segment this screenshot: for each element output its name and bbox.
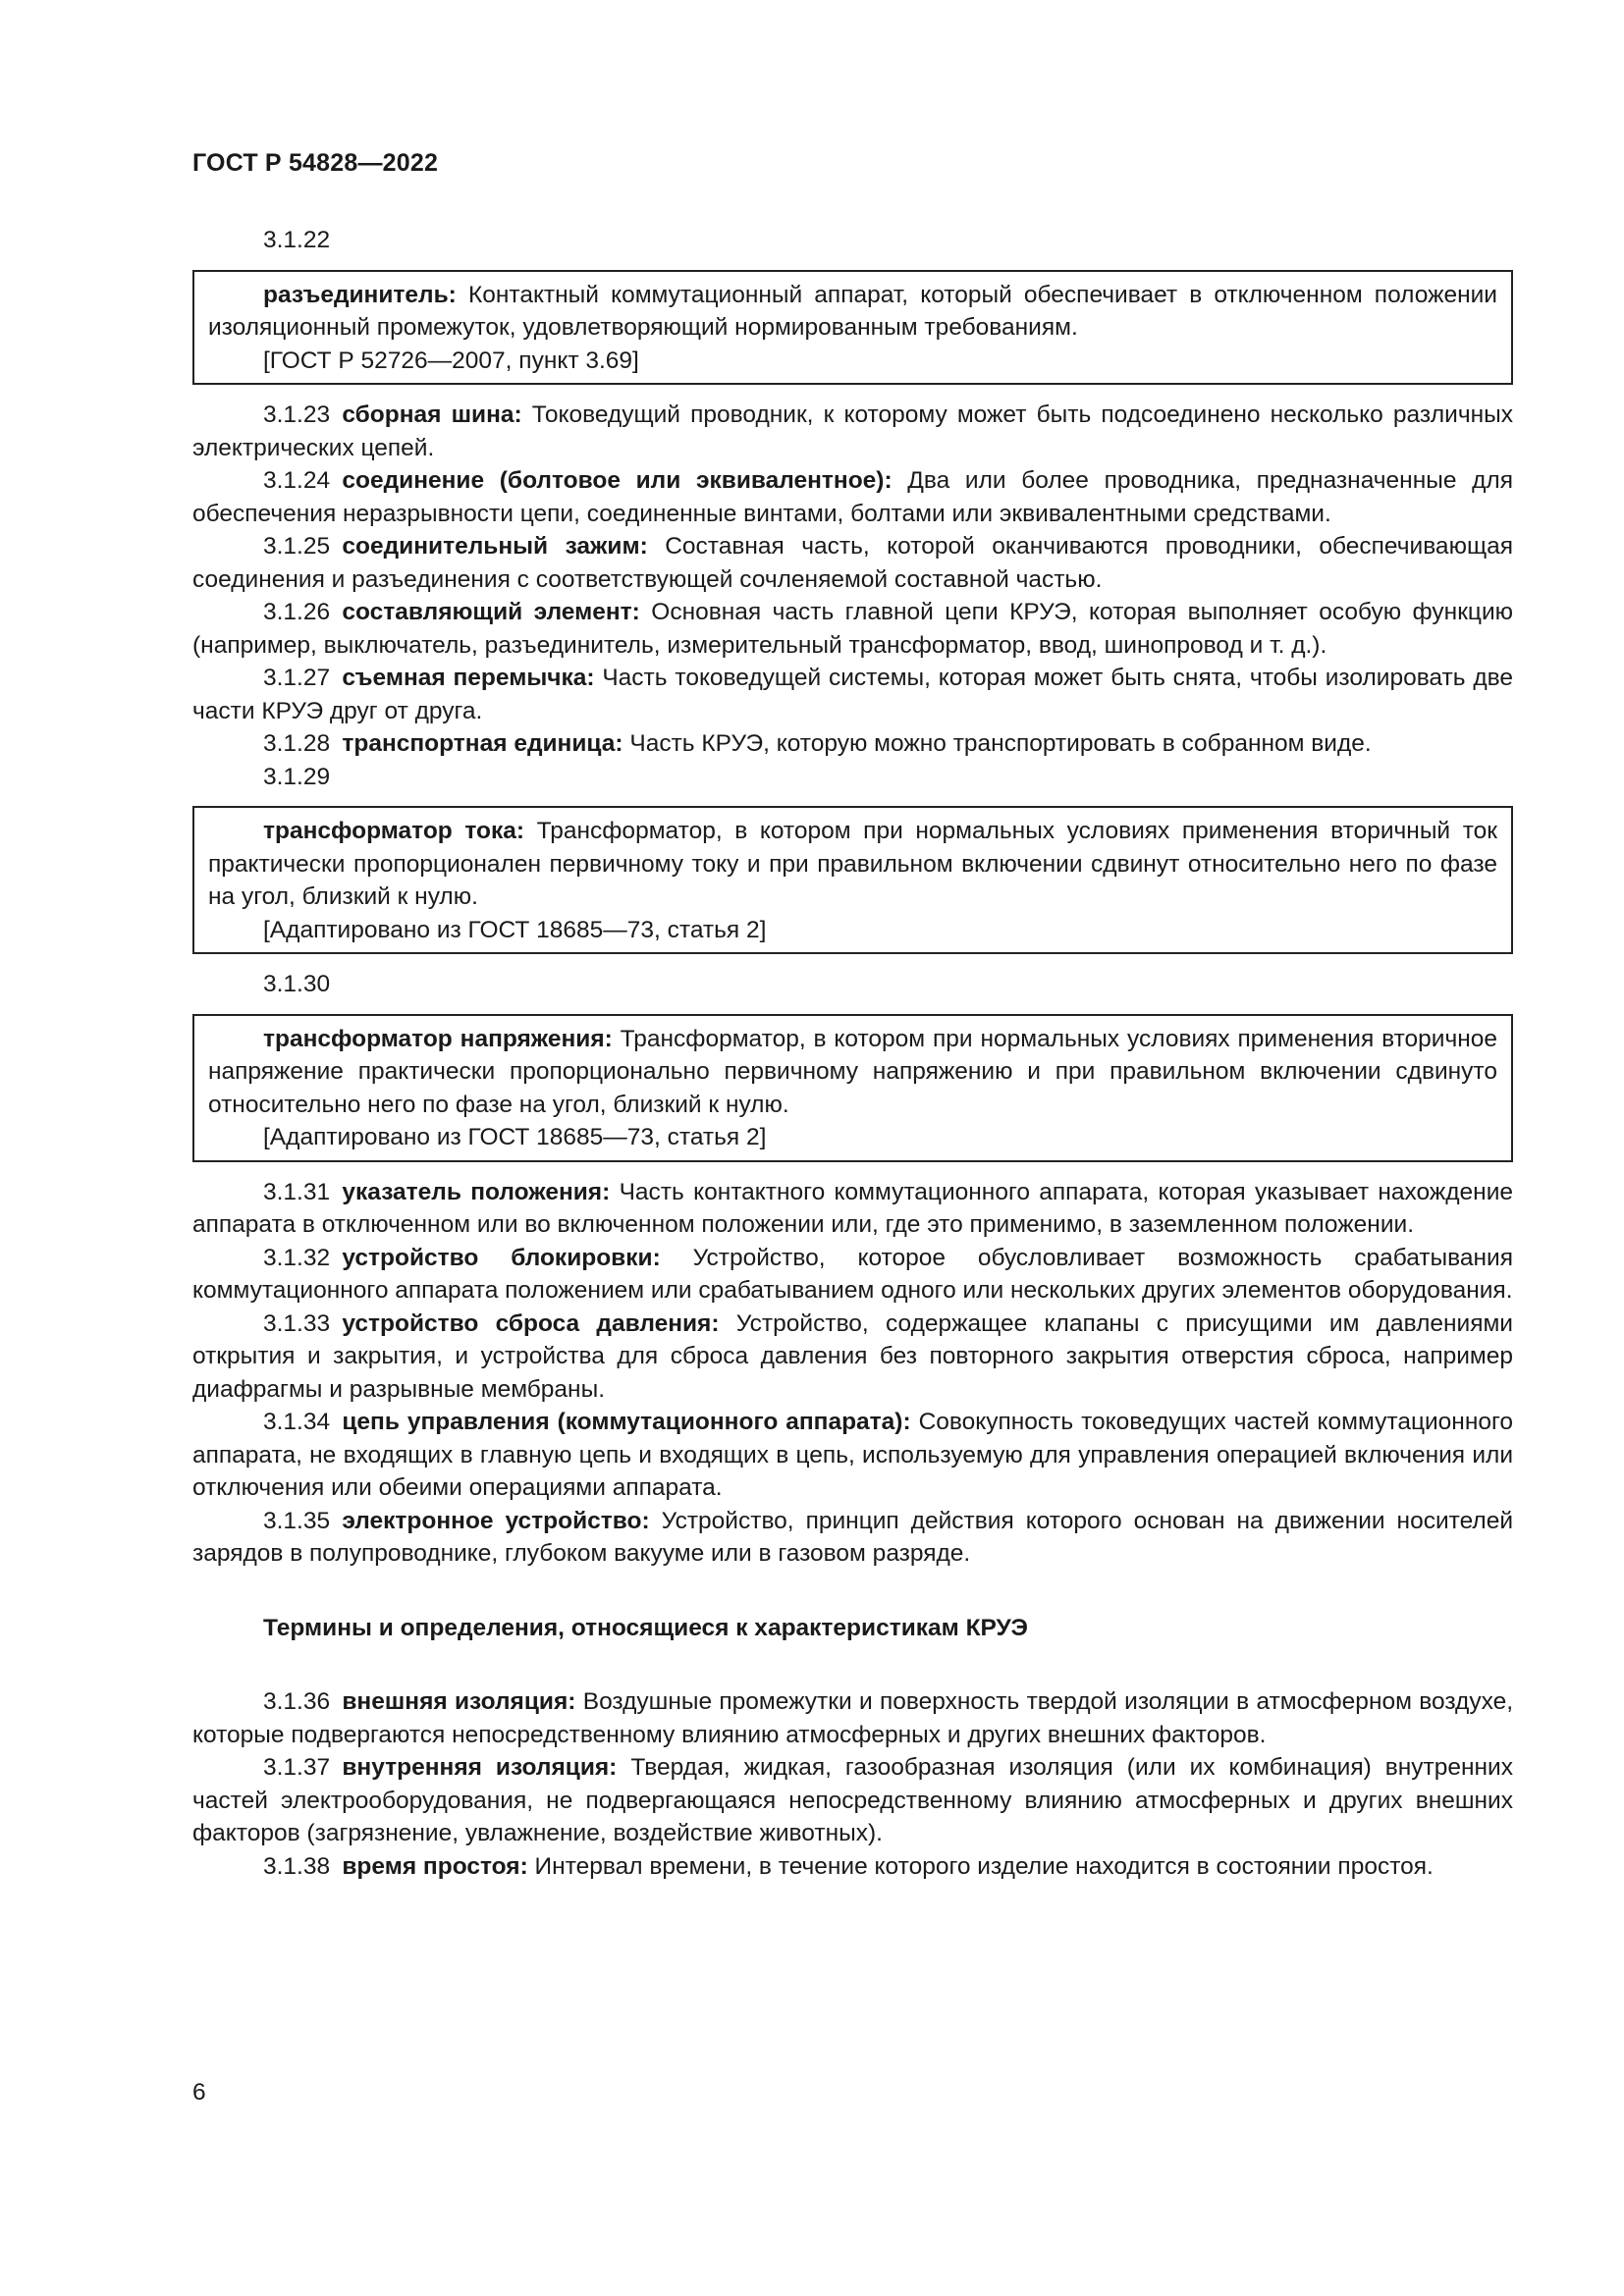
terms-list-bottom xyxy=(192,1685,1513,1883)
term-number: 3.1.37 xyxy=(263,1754,331,1781)
definition-paragraph xyxy=(208,279,1497,345)
term-definition: Два или более проводника, предназначенные для обеспечения неразрывности цепи, соединенные винтами, болтами или эквивалентными средствами. xyxy=(192,467,1513,527)
term-number: 3.1.26 xyxy=(263,599,331,625)
term-entry xyxy=(192,727,1513,761)
term-number: 3.1.33 xyxy=(263,1309,331,1337)
term-number: 3.1.36 xyxy=(263,1688,331,1715)
term-definition: Часть токоведущей системы, которая может быть снята, чтобы изолировать две части КРУЭ друг от друга. xyxy=(192,665,1513,724)
term-number: 3.1.24 xyxy=(263,467,331,494)
term-definition: Устройство, которое обусловливает возможность срабатывания коммутационного аппарата положением или срабатыванием одного или нескольких других элементов оборудования. xyxy=(192,1244,1513,1304)
term-entry xyxy=(192,464,1513,530)
definition-source: [Адаптировано из ГОСТ 18685—73, статья 2] xyxy=(263,1124,767,1150)
term-entry xyxy=(192,662,1513,727)
page-number: 6 xyxy=(192,2079,206,2106)
term-entry xyxy=(192,1751,1513,1850)
term-entry xyxy=(192,596,1513,662)
term-number: 3.1.38 xyxy=(263,1852,331,1880)
term-definition: Твердая, жидкая, газообразная изоляция (или их комбинация) внутренних частей электрооборудования, не подвергающаяся непосредственному влиянию атмосферных и других внешних факторов (загрязнение, увлажнение, воздействие животных). xyxy=(192,1754,1513,1846)
definition-source: [ГОСТ Р 52726—2007, пункт 3.69] xyxy=(263,347,639,374)
term-number: 3.1.22 xyxy=(263,227,331,253)
term-name: составляющий элемент: xyxy=(342,599,640,625)
term-entry xyxy=(192,1850,1513,1884)
term-entry xyxy=(192,1406,1513,1505)
term-definition: Часть контактного коммутационного аппарата, которая указывает нахождение аппарата в отключенном или во включенном положении или, где это применимо, в заземленном положении. xyxy=(192,1178,1513,1238)
section-heading: Термины и определения, относящиеся к характеристикам КРУЭ xyxy=(263,1614,1028,1641)
term-name: сборная шина: xyxy=(342,401,522,428)
term-name: внутренняя изоляция: xyxy=(342,1754,618,1781)
term-entry xyxy=(192,1176,1513,1242)
term-name: внешняя изоляция: xyxy=(342,1688,576,1715)
term-definition: Устройство, содержащее клапаны с присущими им давлениями открытия и закрытия, и устройства для сброса давления без повторного закрытия отверстия сброса, например диафрагмы и разрывные мембраны. xyxy=(192,1309,1513,1403)
definition-paragraph xyxy=(208,815,1497,914)
term-entry xyxy=(192,530,1513,596)
term-name: цепь управления (коммутационного аппарата): xyxy=(342,1409,911,1435)
term-name: съемная перемычка: xyxy=(342,665,595,691)
definition-box xyxy=(192,806,1513,954)
term-definition: Интервал времени, в течение которого изделие находится в состоянии простоя. xyxy=(527,1852,1434,1880)
term-number: 3.1.29 xyxy=(263,763,331,790)
definition-box xyxy=(192,270,1513,386)
term-number: 3.1.34 xyxy=(263,1409,331,1435)
definition-box xyxy=(192,1014,1513,1162)
term-entry xyxy=(192,1505,1513,1571)
term-name: соединительный зажим: xyxy=(342,533,648,560)
term-name: соединение (болтовое или эквивалентное): xyxy=(342,467,893,494)
term-name: разъединитель: xyxy=(263,281,457,308)
term-definition: Составная часть, которой оканчиваются проводники, обеспечивающая соединения и разъединения с соответствующей сочленяемой составной частью. xyxy=(192,533,1513,593)
term-number: 3.1.31 xyxy=(263,1178,331,1205)
term-entry xyxy=(192,399,1513,464)
term-number: 3.1.32 xyxy=(263,1244,331,1271)
term-definition: Токоведущий проводник, к которому может быть подсоединено несколько различных электрических цепей. xyxy=(192,401,1513,461)
term-definition: Основная часть главной цепи КРУЭ, которая выполняет особую функцию (например, выключатель, разъединитель, измерительный трансформатор, ввод, шинопровод и т. д.). xyxy=(192,599,1514,659)
term-number: 3.1.30 xyxy=(263,971,331,997)
term-definition: Совокупность токоведущих частей коммутационного аппарата, не входящих в главную цепь и входящих в цепь, используемую для управления операцией включения или отключения или обеими операциями аппарата. xyxy=(192,1409,1513,1501)
term-name: устройство блокировки: xyxy=(342,1244,661,1271)
document-header: ГОСТ Р 54828—2022 xyxy=(192,149,439,177)
term-name: трансформатор тока: xyxy=(263,818,525,844)
term-name: время простоя: xyxy=(342,1852,528,1880)
terms-list-top xyxy=(192,224,1513,1571)
term-name: трансформатор напряжения: xyxy=(263,1025,613,1052)
term-number: 3.1.27 xyxy=(263,665,331,691)
term-name: транспортная единица: xyxy=(342,730,623,757)
term-number: 3.1.25 xyxy=(263,533,331,560)
term-definition: Трансформатор, в котором при нормальных условиях применения вторичный ток практически пропорционален первичному току и при правильном включении сдвинут относительно него по фазе на угол, близкий к нулю. xyxy=(208,818,1497,910)
term-name: устройство сброса давления: xyxy=(342,1309,720,1337)
term-name: электронное устройство: xyxy=(342,1507,650,1534)
term-number: 3.1.28 xyxy=(263,730,331,757)
term-definition: Трансформатор, в котором при нормальных условиях применения вторичное напряжение практически пропорционально первичному напряжению и при правильном включении сдвинуто относительно него по фазе на угол, близкий к нулю. xyxy=(208,1025,1497,1118)
definition-source: [Адаптировано из ГОСТ 18685—73, статья 2] xyxy=(263,916,767,943)
term-entry xyxy=(192,1308,1513,1407)
term-definition: Часть КРУЭ, которую можно транспортировать в собранном виде. xyxy=(623,730,1372,757)
term-definition: Устройство, принцип действия которого основан на движении носителей зарядов в полупроводнике, глубоком вакууме или в газовом разряде. xyxy=(192,1507,1514,1567)
term-number: 3.1.23 xyxy=(263,401,331,428)
page-content xyxy=(192,224,1513,1883)
term-definition: Воздушные промежутки и поверхность твердой изоляции в атмосферном воздухе, которые подвергаются непосредственному влиянию атмосферных и других внешних факторов. xyxy=(192,1688,1513,1748)
term-definition: Контактный коммутационный аппарат, который обеспечивает в отключенном положении изоляционный промежуток, удовлетворяющий нормированным требованиям. xyxy=(208,281,1497,341)
term-entry xyxy=(192,1685,1513,1751)
term-entry xyxy=(192,1242,1513,1308)
term-name: указатель положения: xyxy=(342,1178,611,1205)
definition-paragraph xyxy=(208,1023,1497,1122)
term-number: 3.1.35 xyxy=(263,1507,331,1534)
